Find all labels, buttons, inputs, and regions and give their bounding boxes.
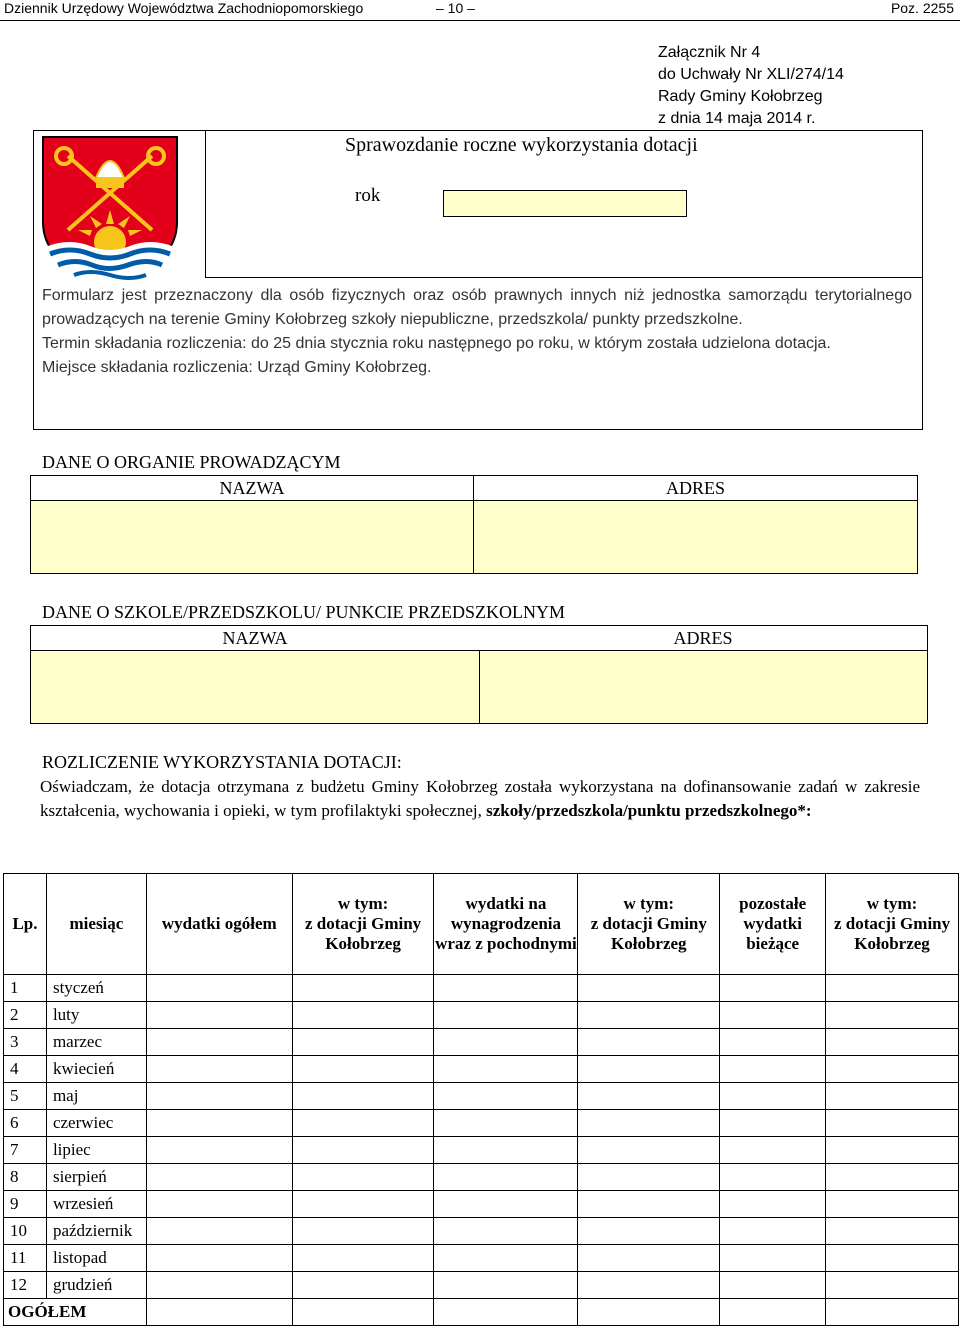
row-month: sierpień <box>46 1164 146 1191</box>
amount-cell[interactable] <box>826 1164 959 1191</box>
table-row <box>4 1191 959 1218</box>
amount-cell[interactable] <box>434 1002 578 1029</box>
amount-cell[interactable] <box>578 1083 720 1110</box>
school-address-header: ADRES <box>479 626 928 651</box>
amount-cell[interactable] <box>720 1191 826 1218</box>
organ-address-field[interactable] <box>474 501 918 574</box>
amount-cell[interactable] <box>720 1137 826 1164</box>
row-number: 4 <box>4 1056 47 1083</box>
header-total-expenses: wydatki ogółem <box>146 874 292 975</box>
row-number: 5 <box>4 1083 47 1110</box>
amount-cell[interactable] <box>578 975 720 1002</box>
amount-cell[interactable] <box>826 1083 959 1110</box>
school-address-field[interactable] <box>479 651 928 724</box>
organ-name-field[interactable] <box>31 501 474 574</box>
annex-line: do Uchwały Nr XLI/274/14 <box>658 66 844 83</box>
settlement-title: ROZLICZENIE WYKORZYSTANIA DOTACJI: <box>42 752 402 772</box>
intro-text <box>42 284 912 380</box>
amount-cell[interactable] <box>578 1110 720 1137</box>
amount-cell[interactable] <box>826 1002 959 1029</box>
amount-cell[interactable] <box>434 1110 578 1137</box>
amount-cell[interactable] <box>434 1191 578 1218</box>
amount-cell[interactable] <box>826 1029 959 1056</box>
year-field[interactable] <box>443 190 687 217</box>
amount-cell[interactable] <box>720 1002 826 1029</box>
header-month: miesiąc <box>46 874 146 975</box>
header-salaries: wydatki na wynagrodzenia wraz z pochodnymi <box>434 874 578 975</box>
row-number: 6 <box>4 1110 47 1137</box>
amount-cell[interactable] <box>292 1029 434 1056</box>
table-row <box>4 1218 959 1245</box>
amount-cell[interactable] <box>146 1191 292 1218</box>
organ-name-header: NAZWA <box>31 476 474 501</box>
amount-cell[interactable] <box>720 1029 826 1056</box>
table-row <box>4 1029 959 1056</box>
amount-cell[interactable] <box>292 1164 434 1191</box>
table-row <box>4 1137 959 1164</box>
total-amount-cell[interactable] <box>578 1299 720 1326</box>
table-row <box>4 1002 959 1029</box>
amount-cell[interactable] <box>720 1110 826 1137</box>
amount-cell[interactable] <box>292 1083 434 1110</box>
statement-text: Oświadczam, że dotacja otrzymana z budżetu Gminy Kołobrzeg została wykorzystana na dofinansowanie zadań w zakresie kształcenia, wychowania i opieki, w tym profilaktyki społecznej, <box>40 777 920 820</box>
amount-cell[interactable] <box>720 1083 826 1110</box>
amount-cell[interactable] <box>720 1272 826 1299</box>
school-table <box>30 625 928 724</box>
amount-cell[interactable] <box>578 1164 720 1191</box>
organ-table <box>30 475 918 574</box>
row-number: 11 <box>4 1245 47 1272</box>
amount-cell[interactable] <box>292 1002 434 1029</box>
school-name-field[interactable] <box>31 651 480 724</box>
total-row <box>4 1299 959 1326</box>
school-name-header: NAZWA <box>31 626 480 651</box>
amount-cell[interactable] <box>720 1245 826 1272</box>
amount-cell[interactable] <box>292 1191 434 1218</box>
amount-cell[interactable] <box>578 1218 720 1245</box>
amount-cell[interactable] <box>292 1245 434 1272</box>
amount-cell[interactable] <box>826 1191 959 1218</box>
organ-section-title: DANE O ORGANIE PROWADZĄCYM <box>42 452 341 472</box>
amount-cell[interactable] <box>826 1272 959 1299</box>
row-month: luty <box>46 1002 146 1029</box>
header-divider <box>0 20 960 21</box>
amount-cell[interactable] <box>434 1164 578 1191</box>
intro-purpose: Formularz jest przeznaczony dla osób fizycznych oraz osób prawnych innych niż jednostka samorządu terytorialnego prowadzących na terenie Gminy Kołobrzeg szkoły niepubliczne, przedszkola/ punkty przedszkolne. <box>42 287 912 328</box>
table-row <box>4 975 959 1002</box>
header-subsidy-1: w tym: z dotacji Gminy Kołobrzeg <box>292 874 434 975</box>
annex-line: Załącznik Nr 4 <box>658 44 761 61</box>
amount-cell[interactable] <box>826 1137 959 1164</box>
header-subsidy-3: w tym: z dotacji Gminy Kołobrzeg <box>826 874 959 975</box>
amount-cell[interactable] <box>826 1056 959 1083</box>
amount-cell[interactable] <box>434 1218 578 1245</box>
annex-line: Rady Gminy Kołobrzeg <box>658 88 823 105</box>
form-title: Sprawozdanie roczne wykorzystania dotacji <box>345 134 698 156</box>
organ-address-header: ADRES <box>474 476 918 501</box>
amount-cell[interactable] <box>146 1137 292 1164</box>
row-month: maj <box>46 1083 146 1110</box>
header-subsidy-2: w tym: z dotacji Gminy Kołobrzeg <box>578 874 720 975</box>
settlement-statement <box>40 775 920 823</box>
annex-line: z dnia 14 maja 2014 r. <box>658 110 816 127</box>
row-month: grudzień <box>46 1272 146 1299</box>
header-other-expenses: pozostałe wydatki bieżące <box>720 874 826 975</box>
row-month: kwiecień <box>46 1056 146 1083</box>
row-month: lipiec <box>46 1137 146 1164</box>
row-month: październik <box>46 1218 146 1245</box>
amount-cell[interactable] <box>578 1056 720 1083</box>
amount-cell[interactable] <box>826 1218 959 1245</box>
amount-cell[interactable] <box>146 1218 292 1245</box>
intro-deadline: Termin składania rozliczenia: do 25 dnia stycznia roku następnego po roku, w którym została udzielona dotacja. <box>42 335 831 352</box>
row-month: marzec <box>46 1029 146 1056</box>
amount-cell[interactable] <box>146 1083 292 1110</box>
total-label: OGÓŁEM <box>4 1299 147 1326</box>
table-row <box>4 1083 959 1110</box>
amount-cell[interactable] <box>146 1002 292 1029</box>
amount-cell[interactable] <box>826 975 959 1002</box>
amount-cell[interactable] <box>720 1218 826 1245</box>
amount-cell[interactable] <box>292 975 434 1002</box>
total-amount-cell[interactable] <box>826 1299 959 1326</box>
statement-bold: szkoły/przedszkola/punktu przedszkolnego*: <box>486 801 812 820</box>
amount-cell[interactable] <box>826 1245 959 1272</box>
amount-cell[interactable] <box>434 1083 578 1110</box>
page-header <box>0 0 960 20</box>
amount-cell[interactable] <box>292 1272 434 1299</box>
table-row <box>4 1245 959 1272</box>
row-number: 12 <box>4 1272 47 1299</box>
amount-cell[interactable] <box>434 1029 578 1056</box>
amount-cell[interactable] <box>292 1137 434 1164</box>
amount-cell[interactable] <box>578 1137 720 1164</box>
total-amount-cell[interactable] <box>720 1299 826 1326</box>
journal-name: Dziennik Urzędowy Województwa Zachodniopomorskiego <box>4 0 364 16</box>
amount-cell[interactable] <box>578 1272 720 1299</box>
intro-place: Miejsce składania rozliczenia: Urząd Gminy Kołobrzeg. <box>42 359 432 376</box>
row-month: czerwiec <box>46 1110 146 1137</box>
amount-cell[interactable] <box>146 1164 292 1191</box>
amount-cell[interactable] <box>578 1191 720 1218</box>
amount-cell[interactable] <box>146 1056 292 1083</box>
expenses-table <box>3 873 959 1326</box>
row-number: 3 <box>4 1029 47 1056</box>
annex-info <box>658 42 844 130</box>
row-month: wrzesień <box>46 1191 146 1218</box>
amount-cell[interactable] <box>292 1110 434 1137</box>
total-amount-cell[interactable] <box>146 1299 292 1326</box>
amount-cell[interactable] <box>146 1029 292 1056</box>
table-body <box>4 975 959 1326</box>
row-number: 8 <box>4 1164 47 1191</box>
amount-cell[interactable] <box>434 1272 578 1299</box>
total-amount-cell[interactable] <box>434 1299 578 1326</box>
amount-cell[interactable] <box>434 1056 578 1083</box>
amount-cell[interactable] <box>720 1164 826 1191</box>
table-row <box>4 1272 959 1299</box>
amount-cell[interactable] <box>292 1056 434 1083</box>
row-month: listopad <box>46 1245 146 1272</box>
table-row <box>4 1056 959 1083</box>
table-row <box>4 1110 959 1137</box>
amount-cell[interactable] <box>578 1245 720 1272</box>
amount-cell[interactable] <box>434 1245 578 1272</box>
coat-of-arms-icon <box>40 134 180 284</box>
amount-cell[interactable] <box>146 1245 292 1272</box>
total-amount-cell[interactable] <box>292 1299 434 1326</box>
amount-cell[interactable] <box>826 1110 959 1137</box>
header-lp: Lp. <box>4 874 47 975</box>
amount-cell[interactable] <box>578 1002 720 1029</box>
amount-cell[interactable] <box>292 1218 434 1245</box>
row-number: 2 <box>4 1002 47 1029</box>
row-number: 9 <box>4 1191 47 1218</box>
table-row <box>4 1164 959 1191</box>
school-section-title: DANE O SZKOLE/PRZEDSZKOLU/ PUNKCIE PRZEDSZKOLNYM <box>42 602 566 622</box>
amount-cell[interactable] <box>146 975 292 1002</box>
row-number: 1 <box>4 975 47 1002</box>
row-number: 10 <box>4 1218 47 1245</box>
page-number: – 10 – <box>436 0 475 16</box>
row-number: 7 <box>4 1137 47 1164</box>
amount-cell[interactable] <box>146 1110 292 1137</box>
amount-cell[interactable] <box>720 975 826 1002</box>
amount-cell[interactable] <box>720 1056 826 1083</box>
year-label: rok <box>355 185 381 206</box>
amount-cell[interactable] <box>434 975 578 1002</box>
position-number: Poz. 2255 <box>890 0 954 16</box>
amount-cell[interactable] <box>578 1029 720 1056</box>
amount-cell[interactable] <box>434 1137 578 1164</box>
amount-cell[interactable] <box>146 1272 292 1299</box>
row-month: styczeń <box>46 975 146 1002</box>
table-header-row <box>4 874 959 975</box>
